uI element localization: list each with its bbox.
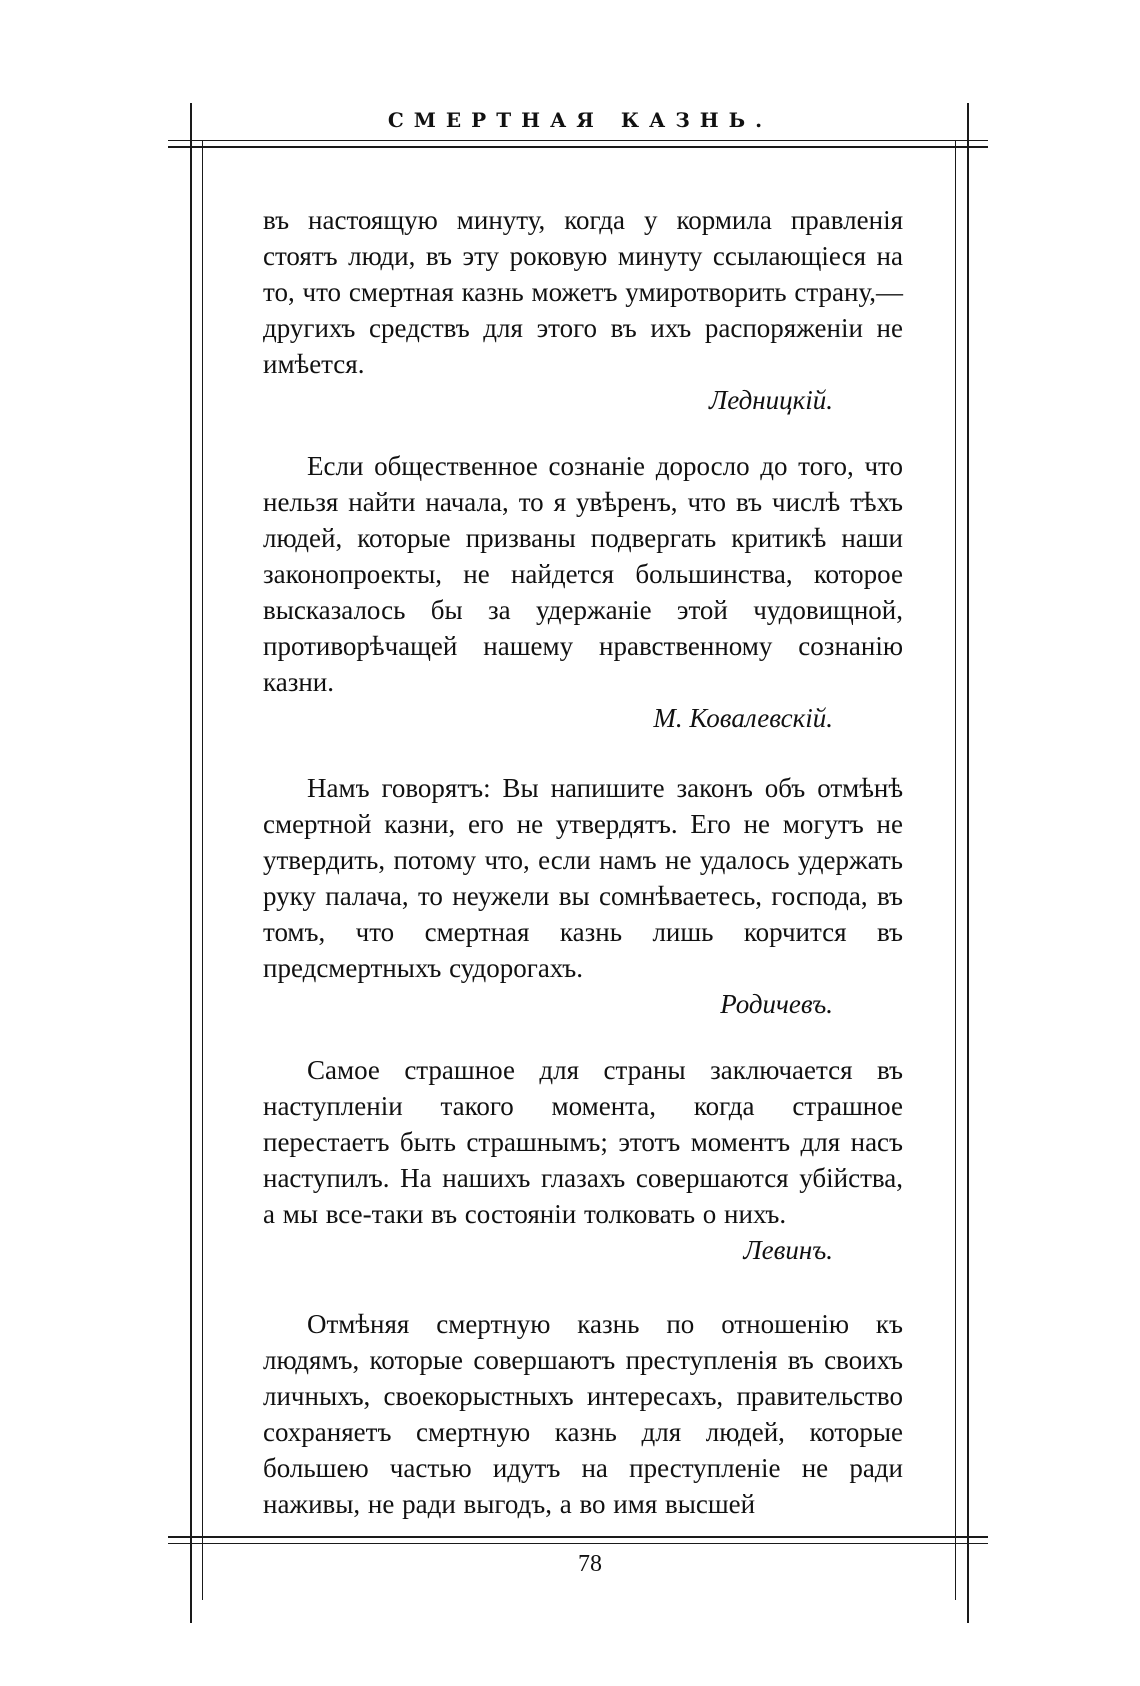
quote-text: Намъ говорятъ: Вы напишите законъ объ отмѣнѣ смертной казни, его не утвердятъ. Его не могутъ не утвердить, потому что, если намъ не удалось удержать руку палача, то неужели вы сомнѣваетесь, господа, въ томъ, что смертная казнь лишь корчится въ предсмертныхъ судорогахъ.	[263, 773, 903, 983]
footer-rule-bottom	[168, 1543, 988, 1544]
frame-right-inner	[955, 140, 956, 1600]
header-rule-bottom	[168, 146, 988, 148]
page-number: 78	[578, 1551, 602, 1577]
quote-text: Самое страшное для страны заключается въ наступленіи такого момента, когда страшное перестаетъ быть страшнымъ; этотъ моментъ для насъ наступилъ. На нашихъ глазахъ совершаются убійства, а мы все-таки въ состояніи толковать о нихъ.	[263, 1055, 903, 1229]
text-column	[263, 202, 903, 1522]
quote-author: М. Ковалевскій.	[653, 703, 833, 733]
footer-rule-top	[168, 1536, 988, 1538]
frame-left-outer	[190, 103, 192, 1623]
quote-text: Отмѣняя смертную казнь по отношенію къ людямъ, которые совершаютъ преступленія въ своихъ личныхъ, своекорыстныхъ интересахъ, правительство сохраняетъ смертную казнь для людей, которые большею частью идутъ на преступленіе не ради наживы, не ради выгодъ, а во имя высшей	[263, 1309, 903, 1519]
quote-text: Если общественное сознаніе доросло до того, что нельзя найти начала, то я увѣренъ, что въ числѣ тѣхъ людей, которые призваны подвергать критикѣ наши законопроекты, не найдется большинства, которое высказалось бы за удержаніе этой чудовищной, противорѣчащей нашему нравственному сознанію казни.	[263, 451, 903, 697]
header-rule-top	[168, 140, 988, 141]
quote-text: въ настоящую минуту, когда у кормила правленія стоятъ люди, въ эту роковую минуту ссылающіеся на то, что смертная казнь можетъ умиротворить страну,—другихъ средствъ для этого въ ихъ распоряженіи не имѣется.	[263, 205, 903, 379]
quote-author: Левинъ.	[743, 1235, 833, 1265]
frame-left-inner	[202, 140, 203, 1600]
running-title: СМЕРТНАЯ КАЗНЬ.	[387, 108, 773, 132]
frame-right-outer	[967, 103, 969, 1623]
quote-author: Родичевъ.	[720, 989, 833, 1019]
quote-author: Ледницкій.	[708, 385, 833, 415]
